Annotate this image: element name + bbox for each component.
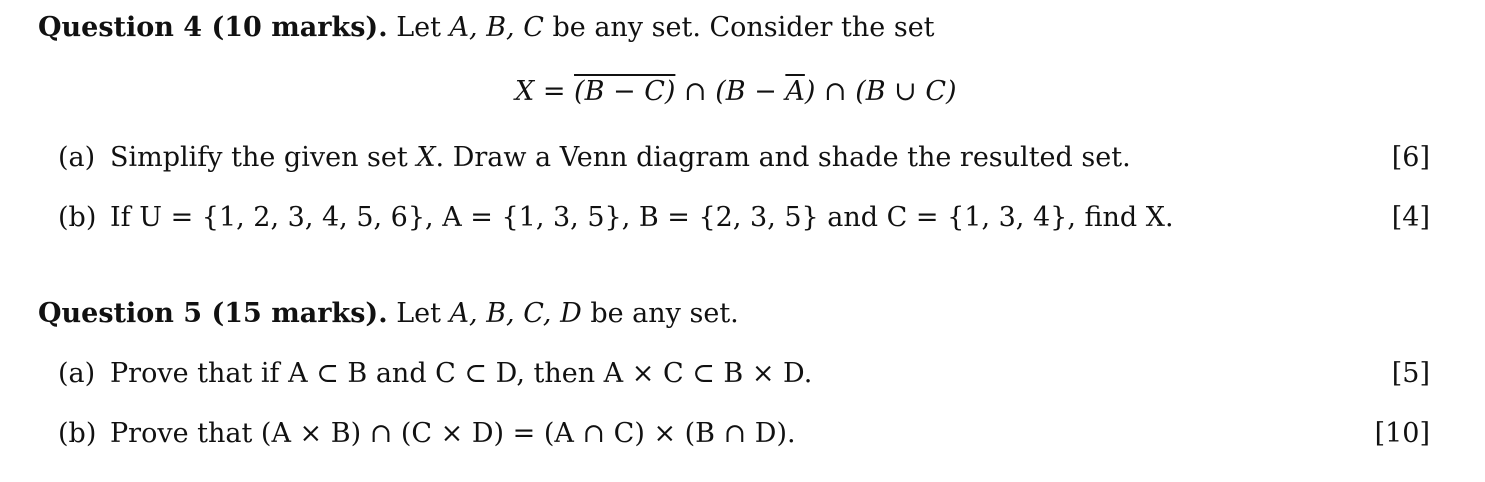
question-5-title: Question 5 (15 marks). xyxy=(38,298,388,329)
part-b-text: If U = {1, 2, 3, 4, 5, 6}, A = {1, 3, 5}, B = {2, 3, 5} and C = {1, 3, 4}, find X. xyxy=(110,202,1174,233)
equation-equals: = xyxy=(534,76,575,107)
equation-term-2-open: (B − xyxy=(715,76,786,107)
equation-intersect-2: ∩ xyxy=(815,76,856,107)
question-5-intro-post: be any set. xyxy=(581,298,739,329)
set-x-equation xyxy=(515,75,957,109)
question-5-part-b-marks: [10] xyxy=(1374,418,1430,449)
part-a-var: X xyxy=(416,142,436,173)
equation-lhs: X xyxy=(515,76,535,107)
equation-term-1-complement: (B − C) xyxy=(574,76,676,107)
question-4-part-b-marks: [4] xyxy=(1391,202,1430,233)
equation-term-3: (B ∪ C) xyxy=(855,76,957,107)
question-5-header xyxy=(38,297,739,331)
part-label: (a) xyxy=(58,142,96,173)
question-4-header xyxy=(38,11,935,45)
question-5-part-a xyxy=(58,357,812,391)
question-4-title: Question 4 (10 marks). xyxy=(38,12,388,43)
question-4-intro-post: be any set. Consider the set xyxy=(543,12,935,43)
question-5-intro-vars: A, B, C, D xyxy=(449,298,582,329)
question-4-intro-pre: Let xyxy=(396,12,450,43)
part-label: (b) xyxy=(58,418,97,449)
question-5-part-a-marks: [5] xyxy=(1391,358,1430,389)
question-5-part-b xyxy=(58,417,796,451)
question-4-intro-vars: A, B, C xyxy=(449,12,544,43)
part-a-text-pre: Simplify the given set xyxy=(110,142,417,173)
equation-term-2-close: ) xyxy=(804,76,816,107)
question-4-part-b xyxy=(58,201,1174,235)
equation-term-2-complement-a: $\overline{A}$ xyxy=(785,76,805,107)
equation-intersect-1: ∩ xyxy=(675,76,716,107)
question-5-intro-pre: Let xyxy=(396,298,450,329)
question-4-part-a xyxy=(58,141,1131,175)
part-label: (a) xyxy=(58,358,96,389)
part-label: (b) xyxy=(58,202,97,233)
question-4-part-a-marks: [6] xyxy=(1391,142,1430,173)
part-a-text: Prove that if A ⊂ B and C ⊂ D, then A × C ⊂ B × D. xyxy=(110,358,813,389)
part-b-text: Prove that (A × B) ∩ (C × D) = (A ∩ C) × (B ∩ D). xyxy=(110,418,796,449)
part-a-text-post: . Draw a Venn diagram and shade the resulted set. xyxy=(435,142,1131,173)
